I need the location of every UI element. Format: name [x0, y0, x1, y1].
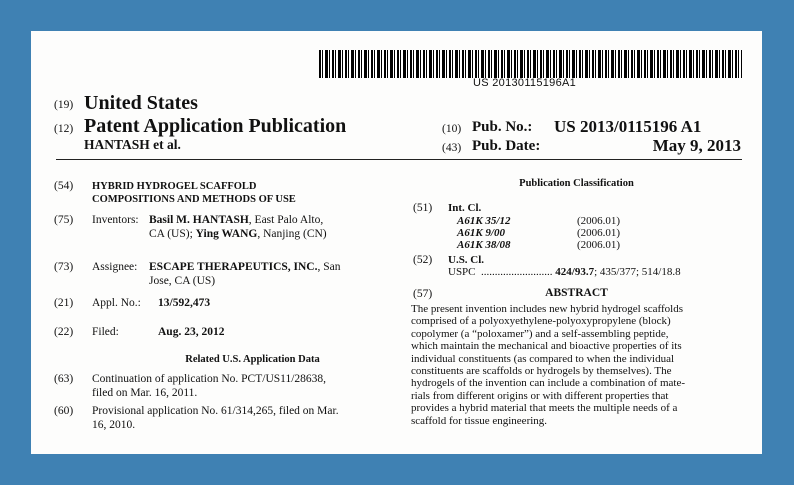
code-73: (73) — [54, 261, 74, 273]
related-data-heading: Related U.S. Application Data — [185, 354, 320, 365]
assignee-location-2: Jose, CA (US) — [149, 274, 216, 287]
code-75: (75) — [54, 214, 74, 226]
code-22: (22) — [54, 326, 74, 338]
pub-date-label: Pub. Date: — [472, 138, 541, 154]
inventor-1-location-2: CA (US); — [149, 227, 196, 240]
int-cl-year: (2006.01) — [577, 227, 621, 239]
applicant-name: HANTASH et al. — [84, 137, 181, 152]
uspc-main-class: 424/93.7 — [555, 266, 595, 278]
abstract-line: which maintain the mechanical and bioactive properties of its — [411, 340, 682, 353]
inventor-1-name: Basil M. HANTASH — [149, 214, 249, 226]
abstract-line: comprised of a polyoxyethylene-polyoxypropylene (block) — [411, 315, 671, 328]
assignee-label: Assignee: — [92, 261, 138, 273]
inventors-value — [149, 214, 327, 241]
filed-date: Aug. 23, 2012 — [158, 326, 225, 338]
code-12: (12) — [54, 123, 74, 135]
abstract-line: rials from different origins or with different properties that — [411, 389, 669, 402]
provisional-line-2: 16, 2010. — [92, 418, 136, 431]
uspc-leader-dots: .......................... — [481, 266, 553, 278]
filed-label: Filed: — [92, 326, 119, 338]
invention-title — [92, 180, 296, 206]
int-cl-code: A61K 38/08 — [457, 239, 511, 251]
continuation-line-1: Continuation of application No. PCT/US11/28638, — [92, 373, 327, 385]
uspc-line — [448, 266, 681, 278]
code-63: (63) — [54, 373, 74, 385]
code-21: (21) — [54, 297, 74, 309]
code-60: (60) — [54, 405, 74, 417]
inventors-label: Inventors: — [92, 214, 139, 226]
pub-date: May 9, 2013 — [652, 136, 741, 155]
uspc-other-classes: ; 435/377; 514/18.8 — [594, 266, 681, 278]
code-43: (43) — [442, 142, 462, 154]
abstract-line: copolymer (a “poloxamer”) and a self-assembling peptide, — [411, 327, 669, 340]
assignee-location: , San — [317, 261, 341, 273]
code-19: (19) — [54, 99, 74, 111]
code-51: (51) — [413, 202, 433, 214]
continuation-text — [92, 373, 326, 400]
title-line-1: HYBRID HYDROGEL SCAFFOLD — [92, 181, 257, 192]
inventor-2-name: Ying WANG — [195, 227, 258, 240]
abstract-line: constituents are scaffolds or hydrogels by themselves). The — [411, 365, 672, 378]
country-heading: United States — [84, 92, 198, 114]
inventor-1-location: , East Palo Alto, — [248, 214, 324, 226]
abstract-body — [411, 303, 743, 427]
code-54: (54) — [54, 180, 74, 192]
int-cl-code: A61K 9/00 — [457, 227, 505, 239]
abstract-line: scaffold for tissue engineering. — [411, 414, 548, 427]
provisional-text — [92, 405, 339, 432]
code-52: (52) — [413, 254, 433, 266]
continuation-line-2: filed on Mar. 16, 2011. — [92, 386, 198, 399]
barcode-image — [319, 50, 742, 78]
abstract-line: The present invention includes new hybrid hydrogel scaffolds — [411, 303, 683, 315]
abstract-heading: ABSTRACT — [545, 287, 608, 299]
inventor-2-location: , Nanjing (CN) — [257, 227, 327, 240]
abstract-line: individual constituents (as compared to when the individual — [411, 352, 675, 365]
patent-document — [31, 31, 762, 454]
barcode-number: US 20130115196A1 — [473, 77, 577, 89]
abstract-line: provides a hybrid material that meets the multiple needs of a — [411, 402, 678, 415]
uspc-label: USPC — [448, 266, 476, 278]
int-cl-label: Int. Cl. — [448, 202, 482, 214]
assignee-value — [149, 261, 341, 288]
pub-no-label: Pub. No.: — [472, 119, 533, 135]
appl-no: 13/592,473 — [158, 297, 211, 309]
us-cl-label: U.S. Cl. — [448, 254, 485, 266]
provisional-line-1: Provisional application No. 61/314,265, filed on Mar. — [92, 405, 339, 417]
int-cl-year: (2006.01) — [577, 215, 621, 227]
publication-type: Patent Application Publication — [84, 115, 347, 137]
appl-no-label: Appl. No.: — [92, 297, 141, 309]
assignee-name: ESCAPE THERAPEUTICS, INC. — [149, 261, 318, 273]
header-divider — [56, 159, 742, 160]
abstract-line: hydrogels of the invention can include a combination of mate- — [411, 377, 686, 390]
title-line-2: COMPOSITIONS AND METHODS OF USE — [92, 194, 296, 205]
code-10: (10) — [442, 123, 462, 135]
int-cl-code: A61K 35/12 — [457, 215, 511, 227]
code-57: (57) — [413, 288, 433, 300]
int-cl-year: (2006.01) — [577, 239, 621, 251]
classification-heading: Publication Classification — [519, 178, 634, 189]
pub-no: US 2013/0115196 A1 — [554, 117, 702, 136]
